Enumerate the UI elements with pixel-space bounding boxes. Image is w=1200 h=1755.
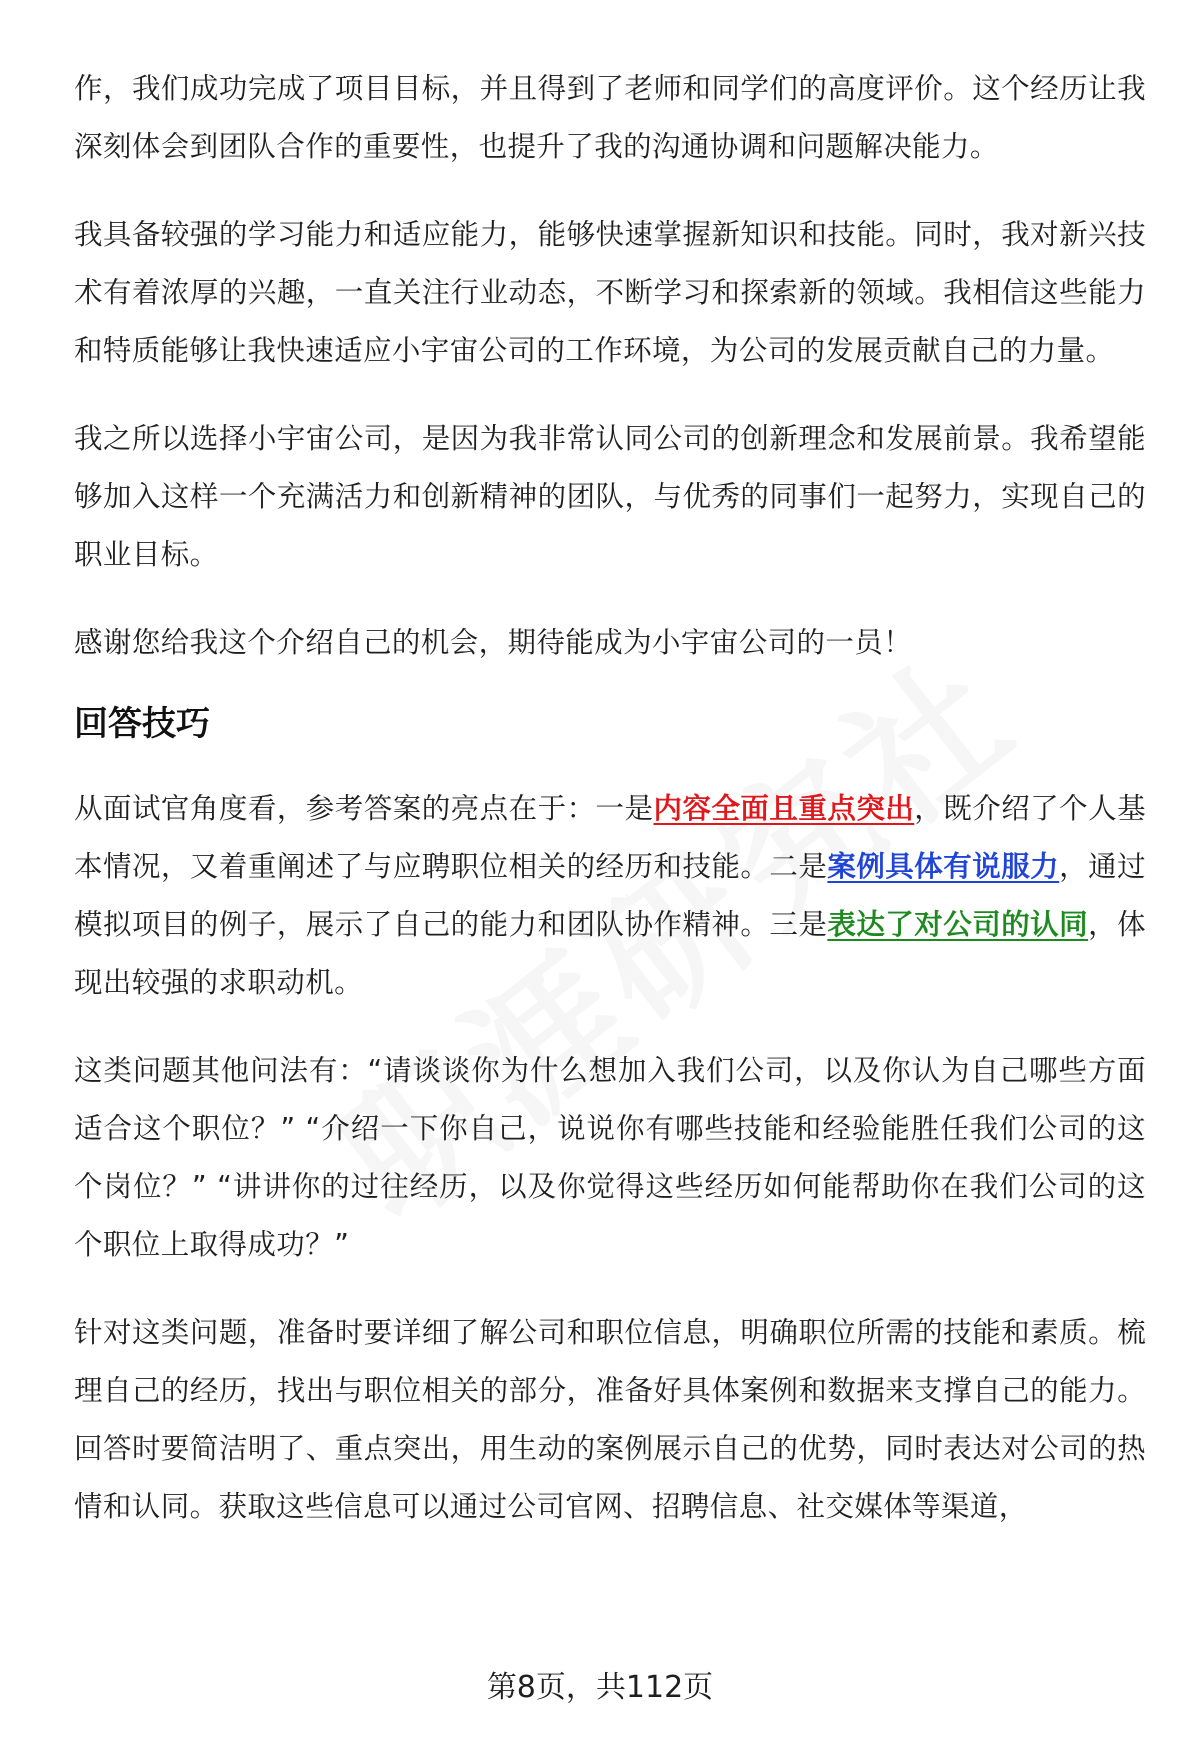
highlight-comprehensive: 内容全面且重点突出 bbox=[653, 792, 915, 825]
section-heading: 回答技巧 bbox=[74, 704, 210, 744]
text-segment: ，体现出较强的求职动机。 bbox=[74, 908, 1146, 999]
paragraph-highlights bbox=[74, 780, 1146, 1012]
text-segment: ，通过模拟项目的例子，展示了自己的能力和团队协作精神。三是 bbox=[74, 850, 1147, 941]
paragraph-alternative-questions: 这类问题其他问法有：“请谈谈你为什么想加入我们公司，以及你认为自己哪些方面适合这个职位？” “介绍一下你自己，说说你有哪些技能和经验能胜任我们公司的这个岗位？” “讲讲你的过往经历，以及你觉得这些经历如何能帮助你在我们公司的这个职位上取得成功？” bbox=[74, 1054, 1146, 1261]
text-segment: ，既介绍了个人基本情况，又着重阐述了与应聘职位相关的经历和技能。二是 bbox=[74, 792, 1147, 883]
paragraph-preparation-advice: 针对这类问题，准备时要详细了解公司和职位信息，明确职位所需的技能和素质。梳理自己的经历，找出与职位相关的部分，准备好具体案例和数据来支撑自己的能力。回答时要简洁明了、重点突出，用生动的案例展示自己的优势，同时表达对公司的热情和认同。获取这些信息可以通过公司官网、招聘信息、社交媒体等渠道， bbox=[74, 1316, 1146, 1523]
paragraph-motivation: 我之所以选择小宇宙公司，是因为我非常认同公司的创新理念和发展前景。我希望能够加入这样一个充满活力和创新精神的团队，与优秀的同事们一起努力，实现自己的职业目标。 bbox=[74, 422, 1146, 571]
highlight-company-identification: 表达了对公司的认同 bbox=[827, 908, 1089, 941]
paragraph-thanks: 感谢您给我这个介绍自己的机会，期待能成为小宇宙公司的一员！ bbox=[74, 626, 913, 659]
paragraph-experience-end: 作，我们成功完成了项目目标，并且得到了老师和同学们的高度评价。这个经历让我深刻体会到团队合作的重要性，也提升了我的沟通协调和问题解决能力。 bbox=[74, 72, 1146, 163]
highlight-convincing-cases: 案例具体有说服力 bbox=[827, 850, 1060, 883]
page-number-footer: 第8页，共112页 bbox=[486, 1670, 714, 1705]
paragraph-abilities: 我具备较强的学习能力和适应能力，能够快速掌握新知识和技能。同时，我对新兴技术有着浓厚的兴趣，一直关注行业动态，不断学习和探索新的领域。我相信这些能力和特质能够让我快速适应小宇宙公司的工作环境，为公司的发展贡献自己的力量。 bbox=[74, 218, 1146, 367]
text-segment: 从面试官角度看，参考答案的亮点在于：一是 bbox=[74, 792, 654, 825]
page-content bbox=[74, 60, 1146, 1566]
